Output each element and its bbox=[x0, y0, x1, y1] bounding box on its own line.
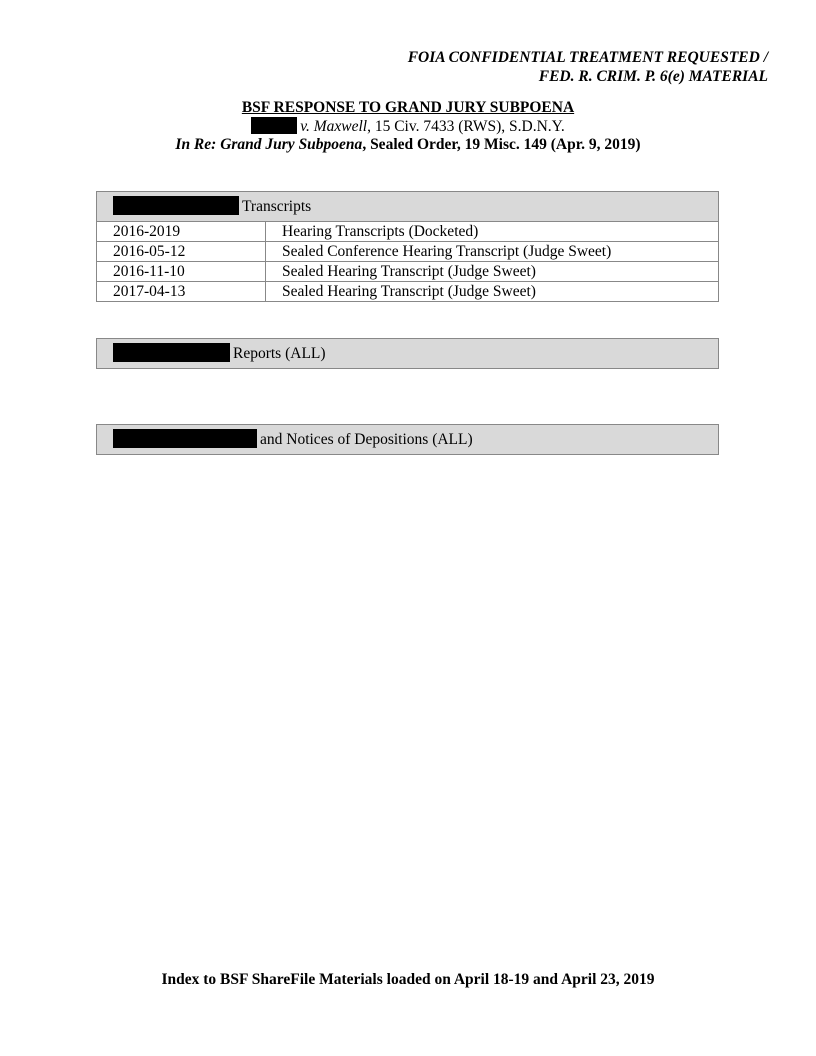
row-description: Sealed Hearing Transcript (Judge Sweet) bbox=[266, 262, 719, 282]
table-row bbox=[97, 222, 718, 242]
row-date: 2016-11-10 bbox=[97, 262, 266, 282]
row-description: Sealed Hearing Transcript (Judge Sweet) bbox=[266, 282, 719, 302]
page-footer: Index to BSF ShareFile Materials loaded on April 18-19 and April 23, 2019 bbox=[161, 971, 655, 988]
section-depositions bbox=[96, 424, 719, 455]
confidentiality-line-1: FOIA CONFIDENTIAL TREATMENT REQUESTED / bbox=[407, 49, 768, 66]
confidentiality-line-2: FED. R. CRIM. P. 6(e) MATERIAL bbox=[538, 68, 768, 85]
document-header bbox=[0, 99, 816, 154]
redaction-bar bbox=[113, 196, 239, 215]
redaction-bar bbox=[113, 429, 257, 448]
table-row bbox=[97, 282, 718, 302]
section-heading-label: Transcripts bbox=[242, 198, 312, 215]
redaction-bar bbox=[251, 117, 297, 134]
section-transcripts bbox=[96, 191, 719, 302]
section-heading bbox=[97, 425, 718, 454]
row-date: 2016-05-12 bbox=[97, 242, 266, 262]
row-date: 2016-2019 bbox=[97, 222, 266, 242]
in-re-line bbox=[0, 136, 816, 154]
section-heading bbox=[97, 339, 718, 368]
row-description: Hearing Transcripts (Docketed) bbox=[266, 222, 719, 242]
table-row bbox=[97, 242, 718, 262]
in-re-title: In Re: Grand Jury Subpoena bbox=[175, 136, 363, 153]
row-description: Sealed Conference Hearing Transcript (Judge Sweet) bbox=[266, 242, 719, 262]
confidentiality-notice bbox=[408, 48, 768, 86]
document-title: BSF RESPONSE TO GRAND JURY SUBPOENA bbox=[241, 99, 575, 116]
row-date: 2017-04-13 bbox=[97, 282, 266, 302]
case-name: v. Maxwell bbox=[300, 118, 368, 135]
in-re-order: , Sealed Order, 19 Misc. 149 (Apr. 9, 2019) bbox=[362, 136, 641, 153]
transcripts-table bbox=[97, 221, 718, 301]
section-reports bbox=[96, 338, 719, 369]
redaction-bar bbox=[113, 343, 230, 362]
table-row bbox=[97, 262, 718, 282]
section-heading-label: and Notices of Depositions (ALL) bbox=[260, 431, 473, 448]
section-heading bbox=[97, 192, 718, 221]
case-number: , 15 Civ. 7433 (RWS), S.D.N.Y. bbox=[367, 118, 565, 135]
section-heading-label: Reports (ALL) bbox=[233, 345, 326, 362]
case-caption bbox=[0, 117, 816, 136]
